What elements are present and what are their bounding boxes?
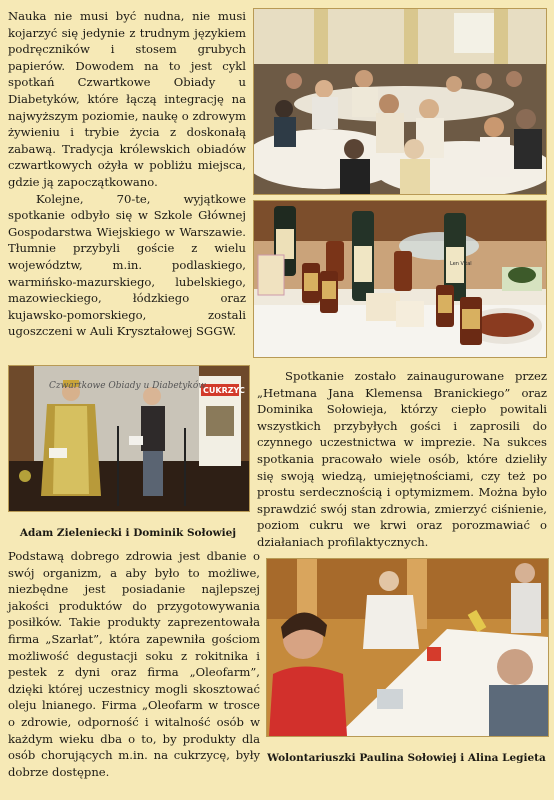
product-label: Len Vital bbox=[450, 261, 472, 267]
intro-paragraph-2: Kolejne, 70-te, wyjątkowe spotkanie odbyło się w Szkole Głównej Gospodarstwa Wiejskiego w Warszawie. Tłumnie przybyli goście z wielu województw, m.in. podlaskiego, warmińsko-mazurskiego, lubelskiego, mazowieckiego, łódzkiego oraz kujawsko-pomorskiego, zostali ugoszczeni w Auli Kryształowej SGGW. bbox=[8, 191, 246, 339]
photo-speakers bbox=[8, 365, 250, 512]
poster-subtitle: Czwartkowe Obiady u Diabetyków bbox=[49, 381, 206, 391]
middle-text-block bbox=[257, 368, 547, 551]
middle-paragraph-1: Spotkanie zostało zainaugurowane przez „Hetmana Jana Klemensa Branickiego” oraz Dominika Sołowieja, którzy ciepło powitali wszystkich przybyłych gości i zaprosili do czynnego uczestnictwa w imprezie. Na sukces spotkania pracowało wiele osób, które dzieliły się swoją wiedzą, umiejętnościami, czy też po prostu serdecznością i optymizmem. Można było sprawdzić swój stan zdrowia, zmierzyć ciśnienie, poziom cukru we krwi oraz porozmawiać o działaniach profilaktycznych. bbox=[257, 369, 547, 549]
lower-text-block bbox=[8, 548, 260, 780]
poster-title: CUKRZYC bbox=[203, 386, 245, 395]
intro-text-block bbox=[8, 8, 246, 340]
caption-volunteers: Wolontariuszki Paulina Sołowiej i Alina Legieta bbox=[267, 752, 546, 764]
photo-dining-hall bbox=[253, 8, 547, 195]
photo-products bbox=[253, 200, 547, 358]
lower-paragraph-1: Podstawą dobrego zdrowia jest dbanie o swój organizm, a aby było to możliwe, niezbędne jest posiadanie najlepszej jakości produktów do przygotowywania posiłków. Takie produkty zaprezentowała firma „Szarłat”, która zapewniła gościom możliwość degustacji soku z rokitnika i pestek z dyni oraz firma „Oleofarm”, dzięki której uczestnicy mogli skosztować oleju lnianego. Firma „Oleofarm w trosce o zdrowie, odporność i witalność osób w każdym wieku dba o to, by produkty dla osób chorujących m.in. na cukrzycę, były dobrze dostępne. bbox=[8, 549, 260, 779]
photo-volunteers bbox=[266, 558, 549, 737]
caption-speakers: Adam Zieleniecki i Dominik Sołowiej bbox=[19, 527, 237, 539]
intro-paragraph-1: Nauka nie musi być nudna, nie musi kojarzyć się jedynie z trudnym językiem podręczników i stosem grubych papierów. Dowodem na to jest cykl spotkań Czwartkowe Obiady u Diabetyków, które łączą integrację na najwyższym poziomie, naukę o zdrowym żywieniu i trybie życia z doskonałą zabawą. Tradycja królewskich obiadów czwartkowych ożyła w pobliżu miejsca, gdzie ją zapoczątkowano. bbox=[8, 9, 246, 189]
